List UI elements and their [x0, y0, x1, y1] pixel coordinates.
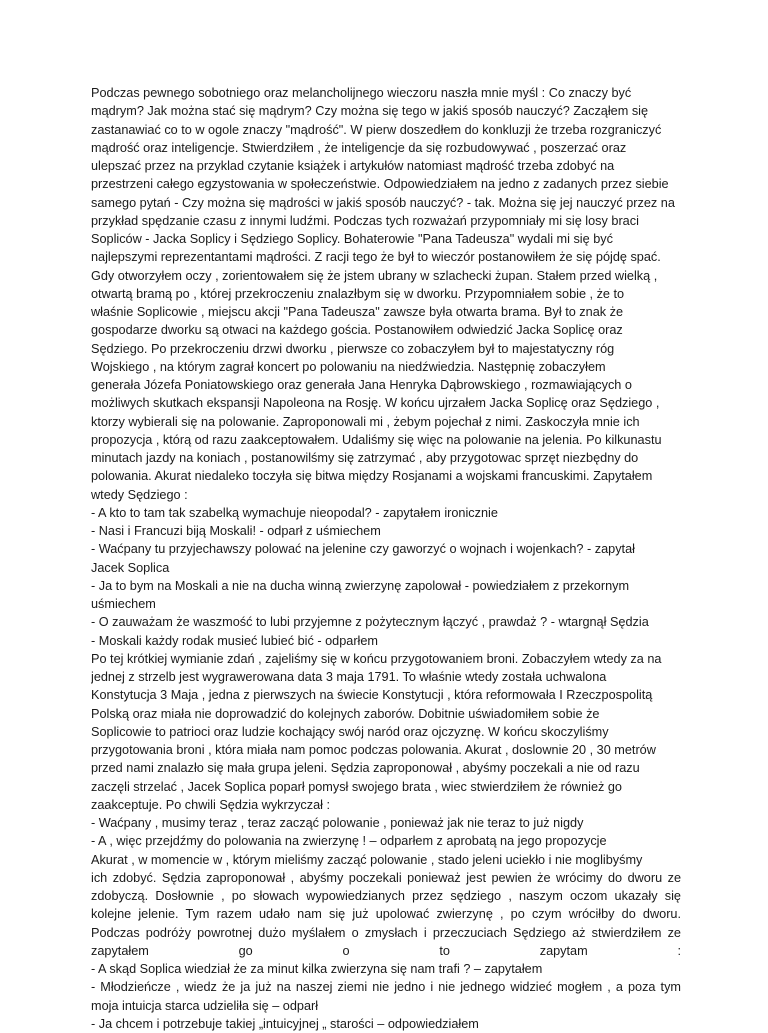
text-line: przykład spędzanie czasu z innymi ludźmi. Podczas tych rozważań przypomniały mi się losy braci: [91, 213, 639, 228]
text-line: możliwych skutkach ekspansji Napoleona na Rosję. W końcu ujrzałem Jacka Soplicę oraz Sędziego ,: [91, 396, 660, 411]
text-line: Polską oraz miała nie doprowadzić do kolejnych zaborów. Dobitnie uświadomiłem sobie że: [91, 706, 600, 721]
text-line: zapytałem go o to zapytam :: [91, 943, 681, 958]
text-line: - Nasi i Francuzi biją Moskali! - odparł z uśmiechem: [91, 524, 381, 538]
text-line: moja intuicja starca udzieliła się – odparł: [91, 998, 319, 1013]
text-line: ktorzy wybierali się na polowanie. Zaproponowali mi , żebym pojechał z nimi. Zaskoczyła mnie ich: [91, 414, 640, 429]
document-text: [91, 84, 681, 1033]
text-line: uśmiechem: [91, 597, 156, 611]
text-line: - A skąd Soplica wiedział że za minut kilka zwierzyna się nam trafi ? – zapytałem: [91, 962, 543, 976]
text-line: - A , więc przejdźmy do polowania na zwierzynę ! – odparłem z aprobatą na jego propozycje: [91, 834, 607, 849]
text-line: jednej z strzelb jest wygrawerowana data 3 maja 1791. To właśnie wtedy została uchwalona: [91, 670, 607, 684]
text-line: samego pytań - Czy można się mądrości w jakiś sposób nauczyć? - tak. Można się jej nauczyć przez na: [91, 195, 675, 210]
text-line: przygotowania broni , która miała nam pomoc podczas polowania. Akurat , doslownie 20 , 30 metrów: [91, 743, 656, 757]
text-line: - Ja to bym na Moskali a nie na ducha winną zwierzynę zapolował - powiedziałem z przekornym: [91, 578, 630, 593]
text-line: zastanawiać co to w ogole znaczy "mądrość". W pierw doszedłem do konkluzji że trzeba rozgraniczyć: [91, 122, 662, 137]
text-line: Po tej krótkiej wymianie zdań , zajeliśmy się w końcu przygotowaniem broni. Zobaczyłem wtedy za na: [91, 651, 662, 666]
text-line: - O zauważam że waszmość to lubi przyjemne z pożytecznym łączyć , prawdaż ? - wtargnął Sędzia: [91, 615, 649, 630]
text-line: Wojskiego , na którym zagrał koncert po polowaniu na niedźwiedzia. Następnię zobaczyłem: [91, 359, 606, 374]
text-line: - Ja chcem i potrzebuje takiej „intuicyjnej „ starości – odpowiedziałem: [91, 1016, 479, 1031]
text-line: Akurat , w momencie w , którym mieliśmy zacząć polowanie , stado jeleni uciekło i nie moglibyśmy: [91, 852, 643, 867]
text-line: Konstytucja 3 Maja , jedna z pierwszych na świecie Konstytucji , która reformowała I Rzeczpospolitą: [91, 688, 653, 703]
text-line: gospodarze dworku są otwaci na każdego gościa. Postanowiłem odwiedzić Jacka Soplicę oraz: [91, 323, 623, 338]
text-line: Podczas pewnego sobotniego oraz melancholijnego wieczoru naszła mnie myśl : Co znaczy być: [91, 86, 632, 100]
text-line: mądrym? Jak można stać się mądrym? Czy można się tego w jakiś sposób nauczyć? Zacząłem się: [91, 104, 649, 119]
text-line: - A kto to tam tak szabelką wymachuje nieopodal? - zapytałem ironicznie: [91, 505, 498, 520]
text-line: przed nami znalazło się mała grupa jeleni. Sędzia zaproponował , abyśmy poczekali a nie od razu: [91, 761, 640, 776]
text-line: otwartą bramą po , której przekroczeniu znalazłbym się w dworku. Przypomniałem sobie , że to: [91, 286, 625, 301]
text-line: przestrzeni całego egzystowania w społeczeństwie. Odpowiedziałem na jedno z zadanych przez siebie: [91, 177, 669, 192]
text-line: minutach jazdy na koniach , postanowilśmy się zatrzymać , aby przygotowac sprzęt niezbędny do: [91, 451, 639, 465]
text-line: zaczęli strzelać , Jacek Soplica poparł pomysł swojego brata , wiec stwierdziłem że również go: [91, 779, 622, 794]
text-line: wtedy Sędziego :: [91, 487, 188, 502]
text-line: - Młodzieńcze , wiedz że ja już na naszej ziemi nie jedno i nie jednego widzieć mogłem , a poza tym: [91, 980, 681, 995]
text-line: polowania. Akurat niedaleko toczyła się bitwa między Rosjanami a wojskami francuskimi. Zapytałem: [91, 469, 653, 484]
text-line: ulepszać przez na przyklad czytanie książek i artykułów natomiast mądrość trzeba zdobyć na: [91, 159, 615, 173]
text-line: ich zdobyć. Sędzia zaproponował , abyśmy poczekali ponieważ jest pewien że wrócimy do dworu ze: [91, 870, 681, 885]
text-line: Gdy otworzyłem oczy , zorientowałem się że jstem ubrany w szlachecki żupan. Stałem przed wielką ,: [91, 268, 658, 283]
text-line: kolejne jelenie. Tym razem udało nam się już upolować zwierzynę , po czym wróciłby do dworu.: [91, 907, 681, 922]
text-line: Podczas podróży powrotnej dużo myślałem o zmysłach i przeczuciach Sędziego aż stwierdziłem ze: [91, 925, 681, 940]
text-line: Sopliców - Jacka Soplicy i Sędziego Soplicy. Bohaterowie "Pana Tadeusza" wydali mi się być: [91, 232, 613, 246]
text-line: zaakceptuje. Po chwili Sędzia wykrzyczał :: [91, 797, 331, 812]
text-line: - Waćpany tu przyjechawszy polować na jelenine czy gaworzyć o wojnach i wojenkach? - zapytał: [91, 542, 635, 557]
text-line: propozycja , którą od razu zaakceptowałem. Udaliśmy się więc na polowanie na jelenia. Po kilkunastu: [91, 432, 662, 447]
text-line: mądrość oraz inteligencje. Stwierdziłem , że inteligencje da się rozbudowywać , poszerzać oraz: [91, 140, 627, 155]
text-line: właśnie Soplicowie , miejscu akcji "Pana Tadeusza" zawsze była otwarta brama. Był to znak że: [91, 305, 624, 319]
text-line: zdobyczą. Dosłownie , po słowach wypowiedzianych przez sędziego , naszym oczom ukazały się: [91, 889, 681, 903]
text-line: Jacek Soplica: [91, 560, 170, 575]
text-line: - Moskali każdy rodak musieć lubieć bić - odparłem: [91, 633, 378, 648]
text-line: najlepszymi reprezentantami mądrości. Z racji tego że był to wieczór postanowiłem że się pójdę spać.: [91, 250, 661, 265]
text-line: generała Józefa Poniatowskiego oraz generała Jana Henryka Dąbrowskiego , rozmawiających o: [91, 378, 632, 392]
text-line: Soplicowie to patrioci oraz ludzie kochający swój naród oraz ojczyznę. W końcu skoczyliśmy: [91, 724, 609, 739]
text-line: - Waćpany , musimy teraz , teraz zacząć polowanie , ponieważ jak nie teraz to już nigdy: [91, 816, 584, 830]
text-line: Sędziego. Po przekroczeniu drzwi dworku , pierwsze co zobaczyłem był to majestatyczny róg: [91, 341, 615, 356]
